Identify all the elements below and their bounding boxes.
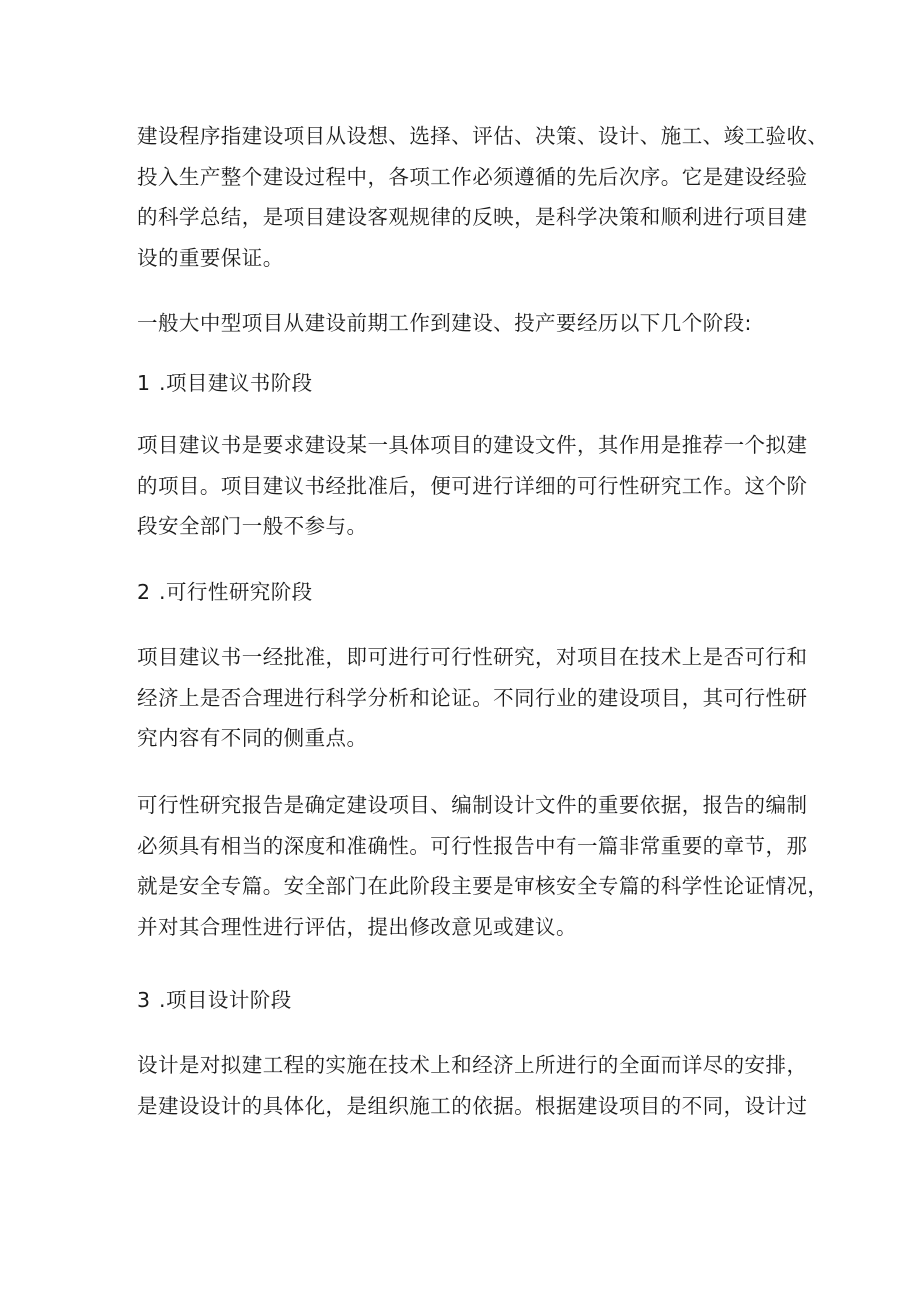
- intro-paragraph: [137, 116, 829, 278]
- section-heading-3: [137, 985, 292, 1015]
- paragraph-line: 段安全部门一般不参与。: [137, 514, 368, 538]
- paragraph-line: 投入生产整个建设过程中，各项工作必须遵循的先后次序。它是建设经验: [137, 164, 808, 189]
- section-title: .可行性研究阶段: [159, 580, 313, 604]
- section-number: 1: [137, 371, 151, 395]
- paragraph-line: 必须具有相当的深度和准确性。可行性报告中有一篇非常重要的章节，那: [137, 833, 808, 858]
- paragraph-line: 的项目。项目建议书经批准后，便可进行详细的可行性研究工作。这个阶: [137, 473, 808, 498]
- feasibility-report-paragraph: [137, 785, 829, 947]
- section-number: 2: [137, 580, 151, 604]
- paragraph-line: 并对其合理性进行评估，提出修改意见或建议。: [137, 914, 577, 939]
- section-number: 3: [137, 988, 151, 1012]
- paragraph-line: 究内容有不同的侧重点。: [137, 726, 368, 750]
- paragraph-line: 一般大中型项目从建设前期工作到建设、投产要经历以下几个阶段:: [137, 311, 752, 335]
- paragraph-line: 设计是对拟建工程的实施在技术上和经济上所进行的全面而详尽的安排，: [137, 1053, 808, 1077]
- section-title: .项目设计阶段: [159, 988, 292, 1012]
- paragraph-line: 经济上是否合理进行科学分析和论证。不同行业的建设项目，其可行性研: [137, 685, 808, 710]
- paragraph-line: 项目建议书一经批准，即可进行可行性研究，对项目在技术上是否可行和: [137, 645, 808, 669]
- paragraph-line: 就是安全专篇。安全部门在此阶段主要是审核安全专篇的科学性论证情况，: [137, 874, 829, 898]
- section-heading-2: [137, 577, 313, 607]
- design-paragraph: [137, 1045, 817, 1126]
- section-heading-1: [137, 368, 313, 398]
- paragraph-line: 项目建议书是要求建设某一具体项目的建设文件，其作用是推荐一个拟建: [137, 433, 808, 457]
- proposal-paragraph: [137, 425, 817, 547]
- paragraph-line: 设的重要保证。: [137, 245, 284, 270]
- paragraph-line: 是建设设计的具体化，是组织施工的依据。根据建设项目的不同，设计过: [137, 1093, 808, 1118]
- paragraph-line: 的科学总结，是项目建设客观规律的反映，是科学决策和顺利进行项目建: [137, 205, 808, 229]
- paragraph-line: 可行性研究报告是确定建设项目、编制设计文件的重要依据，报告的编制: [137, 793, 808, 817]
- paragraph-line: 建设程序指建设项目从设想、选择、评估、决策、设计、施工、竣工验收、: [137, 124, 829, 148]
- stages-intro-paragraph: [137, 303, 817, 344]
- section-title: .项目建议书阶段: [159, 371, 313, 395]
- feasibility-paragraph: [137, 637, 817, 759]
